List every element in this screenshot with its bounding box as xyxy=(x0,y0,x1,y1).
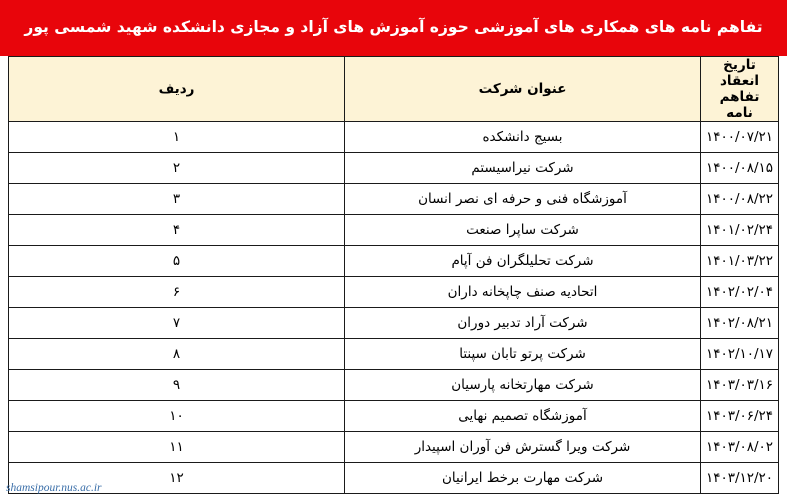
cell-row-number: ۲ xyxy=(9,153,345,184)
table-row xyxy=(9,184,779,215)
cell-date: ۱۴۰۱/۰۳/۲۲ xyxy=(701,246,779,277)
cell-row-number: ۹ xyxy=(9,370,345,401)
cell-row-number: ۱۲ xyxy=(9,463,345,494)
table-row xyxy=(9,463,779,494)
table-row xyxy=(9,308,779,339)
table-row xyxy=(9,215,779,246)
table-row xyxy=(9,339,779,370)
column-header-date: تاریخ انعقاد تفاهم نامه xyxy=(701,57,779,122)
cell-date: ۱۴۰۰/۰۷/۲۱ xyxy=(701,122,779,153)
table-row xyxy=(9,122,779,153)
cell-company: شرکت تحلیلگران فن آپام xyxy=(345,246,701,277)
cell-company: شرکت مهارتخانه پارسیان xyxy=(345,370,701,401)
cell-date: ۱۴۰۲/۱۰/۱۷ xyxy=(701,339,779,370)
cell-company: شرکت نیراسیستم xyxy=(345,153,701,184)
table-row xyxy=(9,401,779,432)
cell-company: شرکت آراد تدبیر دوران xyxy=(345,308,701,339)
table-header xyxy=(9,57,779,122)
cell-row-number: ۵ xyxy=(9,246,345,277)
cell-date: ۱۴۰۲/۰۲/۰۴ xyxy=(701,277,779,308)
page-title: تفاهم نامه های همکاری های آموزشی حوزه آموزش های آزاد و مجازی دانشکده شهید شمسی پور xyxy=(0,0,787,56)
cell-row-number: ۶ xyxy=(9,277,345,308)
cell-row-number: ۱۱ xyxy=(9,432,345,463)
cell-date: ۱۴۰۰/۰۸/۱۵ xyxy=(701,153,779,184)
table-body xyxy=(9,122,779,494)
table-row xyxy=(9,153,779,184)
cell-date: ۱۴۰۰/۰۸/۲۲ xyxy=(701,184,779,215)
table-row xyxy=(9,432,779,463)
table-header-row xyxy=(9,57,779,122)
table-row xyxy=(9,277,779,308)
cell-company: آموزشگاه تصمیم نهایی xyxy=(345,401,701,432)
column-header-company: عنوان شرکت xyxy=(345,57,701,122)
site-url-watermark: shamsipour.nus.ac.ir xyxy=(6,482,102,494)
cell-date: ۱۴۰۳/۱۲/۲۰ xyxy=(701,463,779,494)
cell-date: ۱۴۰۲/۰۸/۲۱ xyxy=(701,308,779,339)
cell-date: ۱۴۰۳/۰۸/۰۲ xyxy=(701,432,779,463)
cell-company: شرکت مهارت برخط ایرانیان xyxy=(345,463,701,494)
cell-row-number: ۳ xyxy=(9,184,345,215)
column-header-row: ردیف xyxy=(9,57,345,122)
table-row xyxy=(9,370,779,401)
cell-company: بسیج دانشکده xyxy=(345,122,701,153)
cell-company: آموزشگاه فنی و حرفه ای نصر انسان xyxy=(345,184,701,215)
cell-row-number: ۱۰ xyxy=(9,401,345,432)
cell-company: شرکت ویرا گسترش فن آوران اسپیدار xyxy=(345,432,701,463)
cell-company: شرکت ساپرا صنعت xyxy=(345,215,701,246)
cell-date: ۱۴۰۳/۰۶/۲۴ xyxy=(701,401,779,432)
cell-row-number: ۸ xyxy=(9,339,345,370)
cell-row-number: ۱ xyxy=(9,122,345,153)
cell-row-number: ۷ xyxy=(9,308,345,339)
cell-company: اتحادیه صنف چاپخانه داران xyxy=(345,277,701,308)
cell-date: ۱۴۰۳/۰۳/۱۶ xyxy=(701,370,779,401)
cell-date: ۱۴۰۱/۰۲/۲۴ xyxy=(701,215,779,246)
agreements-table xyxy=(8,56,779,494)
table-row xyxy=(9,246,779,277)
cell-row-number: ۴ xyxy=(9,215,345,246)
cell-company: شرکت پرتو تابان سپنتا xyxy=(345,339,701,370)
